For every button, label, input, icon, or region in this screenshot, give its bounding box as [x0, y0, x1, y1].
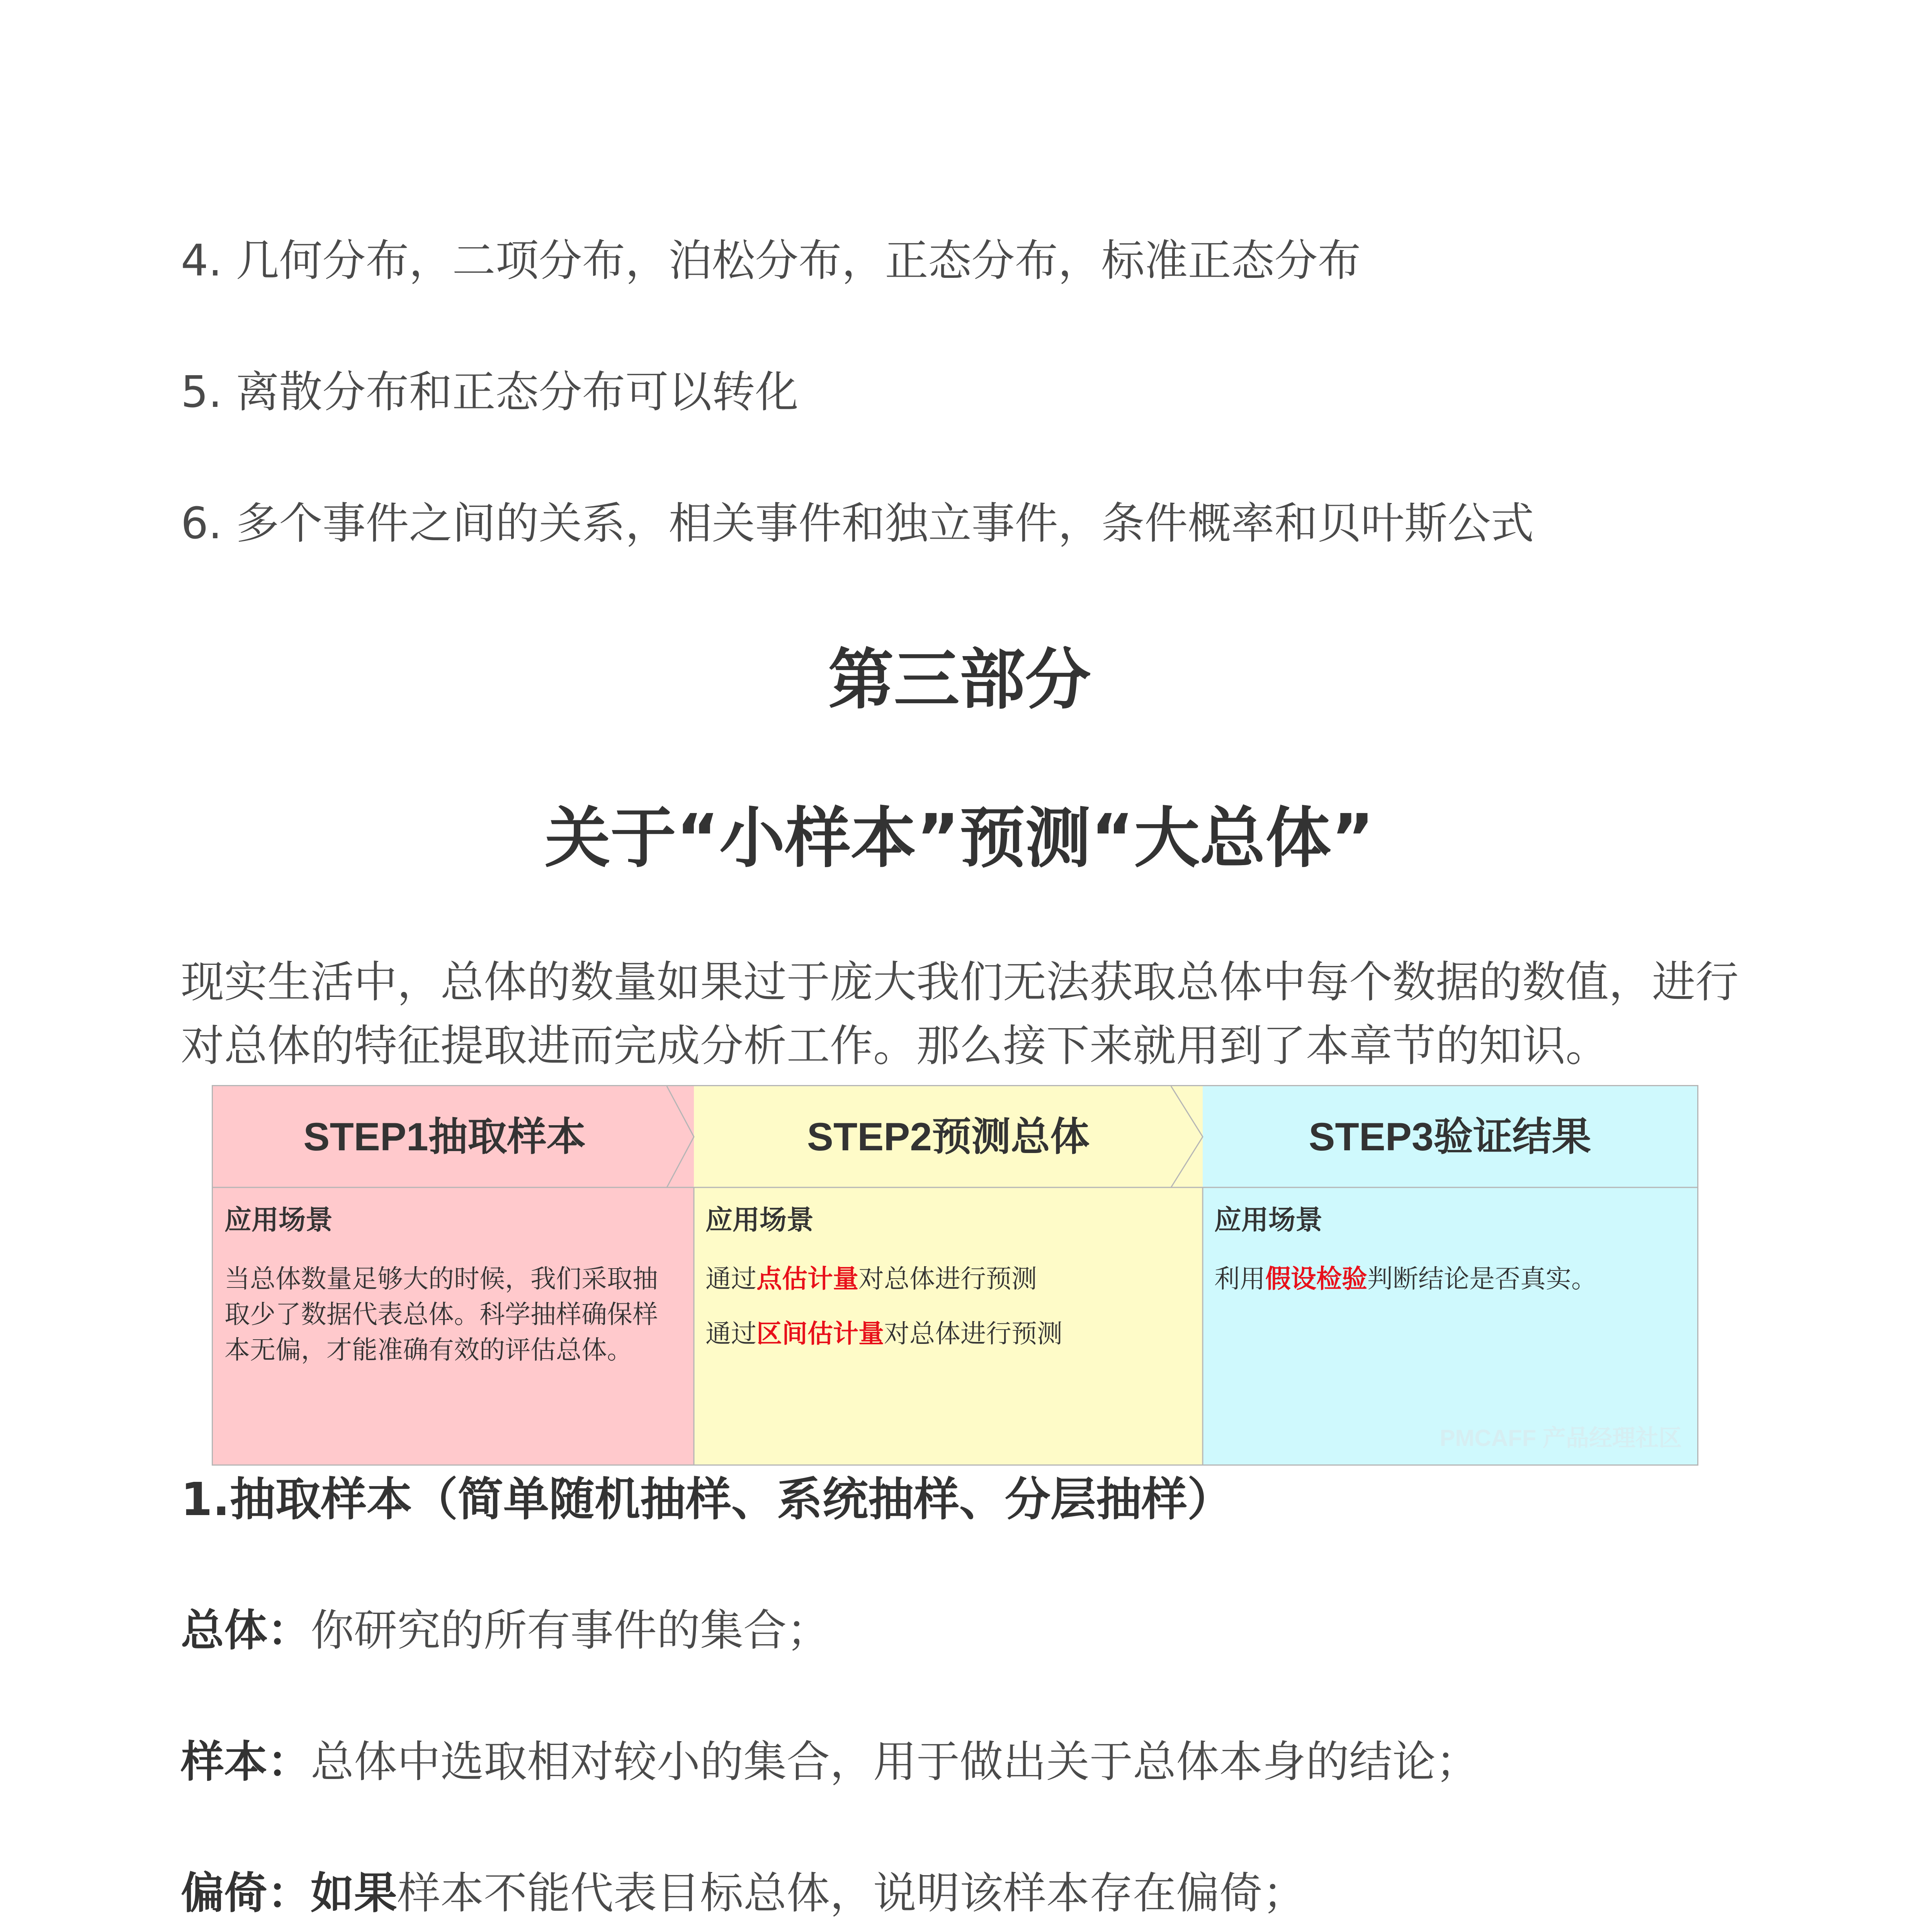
diagram-watermark: PMCAFF 产品经理社区 [1440, 1425, 1682, 1451]
step3-line1: 利用假设检验判断结论是否真实。 [1214, 1264, 1597, 1293]
step3-label: 应用场景 [1214, 1205, 1322, 1235]
step2-body [705, 1202, 1188, 1351]
step1-label: 应用场景 [224, 1205, 333, 1235]
step3-body [1214, 1202, 1686, 1296]
definition-population: 总体：你研究的所有事件的集合； [181, 1605, 830, 1656]
step-diagram [212, 1085, 1698, 1466]
step1-column [213, 1086, 694, 1464]
part-subheading: 关于“小样本”预测“大总体” [545, 800, 1374, 877]
list-item-6: 6. 多个事件之间的关系，相关事件和独立事件，条件概率和贝叶斯公式 [181, 498, 1534, 549]
list-item-4: 4. 几何分布，二项分布，泊松分布，正态分布，标准正态分布 [181, 236, 1361, 286]
list-item-5: 5. 离散分布和正态分布可以转化 [181, 367, 799, 417]
step2-label: 应用场景 [705, 1205, 814, 1235]
step3-column [1203, 1086, 1697, 1464]
step2-title: STEP2预测总体 [807, 1115, 1090, 1159]
step1-body [224, 1202, 680, 1367]
intro-paragraph: 现实生活中，总体的数量如果过于庞大我们无法获取总体中每个数据的数值，进行对总体的特征提取进而完成分析工作。那么接下来就用到了本章节的知识。 [181, 957, 1739, 1071]
step3-title: STEP3验证结果 [1309, 1115, 1591, 1159]
definition-sample: 样本：总体中选取相对较小的集合，用于做出关于总体本身的结论； [181, 1737, 1479, 1787]
step2-line1: 通过点估计量对总体进行预测 [705, 1264, 1037, 1293]
definition-bias: 偏倚：如果样本不能代表目标总体，说明该样本存在偏倚； [181, 1868, 1306, 1918]
part-heading: 第三部分 [828, 642, 1091, 718]
step2-column [694, 1086, 1203, 1464]
section1-title: 1.抽取样本（简单随机抽样、系统抽样、分层抽样） [181, 1473, 1233, 1526]
step1-title: STEP1抽取样本 [303, 1115, 586, 1159]
step2-line2: 通过区间估计量对总体进行预测 [705, 1319, 1062, 1348]
step1-text: 当总体数量足够大的时候，我们采取抽取少了数据代表总体。科学抽样确保样本无偏，才能准确有效的评估总体。 [224, 1264, 658, 1364]
